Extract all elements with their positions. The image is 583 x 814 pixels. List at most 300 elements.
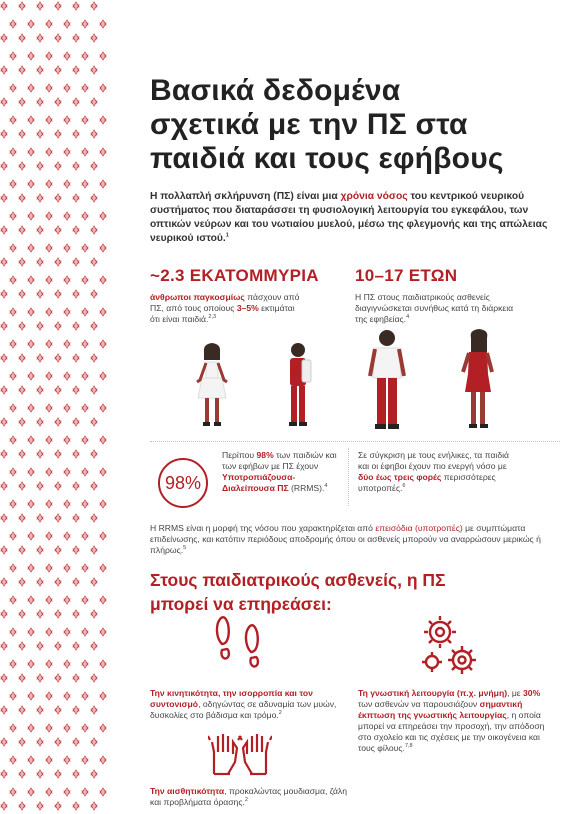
pattern-mark: [1, 66, 7, 74]
pattern-mark: [37, 802, 43, 810]
pattern-mark: [10, 340, 16, 348]
pattern-mark: [91, 258, 97, 266]
pattern-mark: [19, 450, 25, 458]
girl-figure: [188, 340, 236, 430]
pattern-mark: [37, 450, 43, 458]
pattern-mark: [55, 514, 61, 522]
pattern-mark: [64, 276, 70, 284]
pattern-mark: [1, 674, 7, 682]
divider: [150, 441, 560, 442]
pattern-mark: [91, 162, 97, 170]
pattern-mark: [82, 596, 88, 604]
pattern-mark: [10, 404, 16, 412]
pattern-mark: [82, 564, 88, 572]
pattern-mark: [73, 418, 79, 426]
pattern-mark: [64, 148, 70, 156]
pattern-mark: [64, 212, 70, 220]
pattern-mark: [10, 308, 16, 316]
pattern-mark: [37, 98, 43, 106]
pattern-mark: [55, 258, 61, 266]
pattern-mark: [28, 52, 34, 60]
pattern-mark: [73, 738, 79, 746]
pattern-mark: [73, 322, 79, 330]
pattern-mark: [19, 802, 25, 810]
pattern-mark: [91, 706, 97, 714]
pattern-mark: [46, 148, 52, 156]
pattern-mark: [1, 802, 7, 810]
pattern-mark: [100, 468, 106, 476]
pattern-mark: [64, 404, 70, 412]
pattern-mark: [10, 564, 16, 572]
pattern-mark: [73, 610, 79, 618]
pattern-mark: [46, 52, 52, 60]
pattern-mark: [37, 130, 43, 138]
pattern-mark: [10, 276, 16, 284]
stat-age: 10–17 ΕΤΩΝ: [355, 266, 458, 285]
pattern-mark: [55, 386, 61, 394]
pattern-mark: [46, 468, 52, 476]
pattern-mark: [82, 372, 88, 380]
pattern-mark: [73, 194, 79, 202]
pattern-mark: [46, 628, 52, 636]
pattern-mark: [55, 450, 61, 458]
pattern-mark: [82, 692, 88, 700]
footprints-icon: [212, 612, 268, 676]
pattern-mark: [100, 500, 106, 508]
pattern-mark: [64, 500, 70, 508]
pattern-mark: [46, 532, 52, 540]
pattern-mark: [19, 322, 25, 330]
pattern-mark: [10, 532, 16, 540]
pattern-mark: [1, 258, 7, 266]
stat-millions-text: άνθρωποι παγκοσμίως πάσχουν από ΠΣ, από τους οποίους 3–5% εκτιμάται ότι είναι παιδιά.$^{2,3}$: [150, 292, 300, 324]
pattern-mark: [46, 180, 52, 188]
section-heading: Στους παιδιατρικούς ασθενείς, η ΠΣ μπορεί να επηρεάσει:: [150, 570, 446, 614]
pattern-mark: [19, 770, 25, 778]
pattern-mark: [100, 116, 106, 124]
pattern-mark: [73, 290, 79, 298]
pattern-mark: [28, 308, 34, 316]
pattern-mark: [73, 482, 79, 490]
pattern-mark: [82, 116, 88, 124]
pattern-mark: [1, 386, 7, 394]
pattern-mark: [55, 482, 61, 490]
pattern-mark: [100, 660, 106, 668]
pattern-mark: [1, 162, 7, 170]
pattern-mark: [28, 596, 34, 604]
pattern-mark: [37, 578, 43, 586]
pattern-mark: [19, 546, 25, 554]
pattern-mark: [64, 564, 70, 572]
pattern-mark: [73, 802, 79, 810]
vertical-divider: [348, 448, 350, 506]
pattern-mark: [64, 84, 70, 92]
pattern-mark: [1, 322, 7, 330]
pattern-mark: [10, 52, 16, 60]
pattern-mark: [10, 628, 16, 636]
pattern-mark: [91, 674, 97, 682]
pattern-mark: [19, 130, 25, 138]
pattern-mark: [91, 418, 97, 426]
pattern-mark: [28, 500, 34, 508]
pattern-mark: [73, 386, 79, 394]
pattern-mark: [28, 436, 34, 444]
pattern-mark: [91, 450, 97, 458]
pattern-mark: [73, 514, 79, 522]
pattern-mark: [1, 418, 7, 426]
pattern-mark: [100, 52, 106, 60]
pattern-mark: [28, 756, 34, 764]
pattern-mark: [46, 20, 52, 28]
pattern-mark: [73, 642, 79, 650]
pattern-mark: [37, 34, 43, 42]
pattern-mark: [37, 258, 43, 266]
pattern-mark: [100, 84, 106, 92]
pattern-mark: [1, 706, 7, 714]
pattern-mark: [82, 532, 88, 540]
pattern-mark: [55, 162, 61, 170]
pattern-mark: [100, 276, 106, 284]
pattern-mark: [91, 194, 97, 202]
pattern-mark: [100, 788, 106, 796]
pattern-mark: [73, 706, 79, 714]
pattern-mark: [73, 546, 79, 554]
pattern-mark: [100, 212, 106, 220]
pattern-mark: [64, 116, 70, 124]
pattern-mark: [37, 66, 43, 74]
pattern-mark: [37, 418, 43, 426]
pattern-mark: [10, 692, 16, 700]
pattern-mark: [82, 20, 88, 28]
pattern-mark: [91, 802, 97, 810]
pattern-mark: [10, 468, 16, 476]
pattern-mark: [55, 546, 61, 554]
pattern-mark: [10, 372, 16, 380]
pattern-mark: [100, 436, 106, 444]
percent-circle: 98%: [158, 458, 208, 508]
pattern-mark: [55, 34, 61, 42]
pattern-mark: [91, 66, 97, 74]
pattern-mark: [64, 788, 70, 796]
pattern-mark: [73, 98, 79, 106]
pattern-mark: [1, 354, 7, 362]
pattern-mark: [37, 386, 43, 394]
pattern-mark: [46, 596, 52, 604]
pattern-mark: [46, 724, 52, 732]
pattern-mark: [19, 578, 25, 586]
pattern-mark: [82, 788, 88, 796]
pattern-mark: [91, 546, 97, 554]
pattern-mark: [55, 322, 61, 330]
pattern-mark: [46, 276, 52, 284]
pattern-mark: [73, 578, 79, 586]
pattern-mark: [19, 98, 25, 106]
pattern-mark: [91, 482, 97, 490]
pattern-mark: [46, 244, 52, 252]
pattern-mark: [100, 756, 106, 764]
pattern-mark: [1, 194, 7, 202]
pattern-mark: [10, 84, 16, 92]
pattern-mark: [55, 738, 61, 746]
pattern-mark: [100, 404, 106, 412]
pattern-mark: [28, 84, 34, 92]
pattern-mark: [19, 290, 25, 298]
pattern-mark: [91, 642, 97, 650]
pattern-mark: [82, 148, 88, 156]
teen-boy-figure: [367, 328, 407, 432]
pattern-mark: [37, 2, 43, 10]
pattern-mark: [82, 500, 88, 508]
pattern-mark: [64, 756, 70, 764]
pattern-mark: [91, 322, 97, 330]
pattern-mark: [37, 514, 43, 522]
pattern-mark: [28, 532, 34, 540]
pattern-mark: [55, 418, 61, 426]
pattern-mark: [28, 692, 34, 700]
pattern-mark: [91, 354, 97, 362]
pattern-mark: [1, 226, 7, 234]
pattern-mark: [28, 116, 34, 124]
pattern-mark: [100, 180, 106, 188]
pattern-mark: [91, 610, 97, 618]
pattern-mark: [1, 514, 7, 522]
pattern-mark: [10, 20, 16, 28]
pattern-mark: [46, 372, 52, 380]
pattern-mark: [82, 308, 88, 316]
pattern-mark: [46, 116, 52, 124]
pattern-mark: [46, 212, 52, 220]
pattern-mark: [82, 212, 88, 220]
pattern-mark: [73, 2, 79, 10]
pattern-mark: [91, 290, 97, 298]
pattern-mark: [73, 162, 79, 170]
pattern-mark: [91, 2, 97, 10]
pattern-mark: [91, 770, 97, 778]
pattern-mark: [37, 674, 43, 682]
pattern-mark: [28, 788, 34, 796]
intro-paragraph: Η πολλαπλή σκλήρυνση (ΠΣ) είναι μια χρόνια νόσος του κεντρικού νευρικού συστήματος που διαταράσσει τη φυσιολογική λειτουργία του εγκεφάλου, των οπτικών νεύρων και του νωτιαίου μυελού, μέσω της φλεγμονής και της απώλειας νευρικού ιστού.$^1$: [150, 191, 548, 244]
pattern-mark: [10, 148, 16, 156]
pattern-mark: [55, 98, 61, 106]
pattern-mark: [73, 226, 79, 234]
pattern-decoration: [0, 0, 110, 814]
pattern-mark: [55, 706, 61, 714]
rrms-note: Η RRMS είναι η μορφή της νόσου που χαρακτηρίζεται από επεισόδια (υποτροπές) με συμπτώματα επιδείνωσης, και κατόπιν περιόδους αποδρομής όπου οι ασθενείς μπορούν να αναρρώσουν μερικώς ή πλήρως.$^5$: [150, 523, 541, 555]
pattern-mark: [28, 20, 34, 28]
pattern-mark: [82, 276, 88, 284]
pattern-mark: [64, 660, 70, 668]
rrms-text: Περίπου 98% των παιδιών και των εφήβων με ΠΣ έχουν Υποτροπιάζουσα-Διαλείπουσα ΠΣ (RRMS).$^4$: [222, 450, 337, 493]
pattern-mark: [19, 354, 25, 362]
pattern-mark: [100, 148, 106, 156]
pattern-mark: [1, 34, 7, 42]
pattern-mark: [37, 770, 43, 778]
pattern-mark: [82, 244, 88, 252]
pattern-mark: [37, 162, 43, 170]
teen-girl-figure: [457, 328, 497, 432]
pattern-mark: [37, 354, 43, 362]
pattern-mark: [64, 244, 70, 252]
pattern-mark: [37, 226, 43, 234]
pattern-mark: [64, 596, 70, 604]
pattern-mark: [91, 130, 97, 138]
pattern-mark: [64, 340, 70, 348]
pattern-mark: [19, 226, 25, 234]
pattern-mark: [82, 756, 88, 764]
pattern-mark: [64, 468, 70, 476]
pattern-mark: [1, 98, 7, 106]
pattern-mark: [28, 340, 34, 348]
pattern-mark: [100, 372, 106, 380]
pattern-mark: [55, 770, 61, 778]
pattern-mark: [64, 628, 70, 636]
pattern-mark: [10, 660, 16, 668]
pattern-mark: [46, 564, 52, 572]
pattern-mark: [37, 546, 43, 554]
pattern-mark: [28, 404, 34, 412]
pattern-mark: [1, 546, 7, 554]
pattern-mark: [19, 66, 25, 74]
pattern-mark: [28, 244, 34, 252]
pattern-mark: [64, 52, 70, 60]
pattern-mark: [91, 226, 97, 234]
pattern-mark: [19, 706, 25, 714]
pattern-mark: [19, 418, 25, 426]
pattern-mark: [28, 180, 34, 188]
pattern-mark: [19, 386, 25, 394]
pattern-mark: [19, 482, 25, 490]
pattern-mark: [28, 724, 34, 732]
page-title: Βασικά δεδομένα σχετικά με την ΠΣ στα παιδιά και τους εφήβους: [150, 74, 504, 175]
pattern-mark: [10, 436, 16, 444]
pattern-mark: [100, 724, 106, 732]
pattern-mark: [37, 738, 43, 746]
pattern-mark: [10, 788, 16, 796]
pattern-mark: [55, 674, 61, 682]
pattern-mark: [82, 52, 88, 60]
pattern-mark: [46, 500, 52, 508]
pattern-mark: [64, 436, 70, 444]
pattern-mark: [100, 564, 106, 572]
pattern-mark: [55, 130, 61, 138]
pattern-mark: [100, 20, 106, 28]
pattern-mark: [19, 194, 25, 202]
pattern-mark: [82, 628, 88, 636]
pattern-mark: [91, 98, 97, 106]
pattern-mark: [37, 706, 43, 714]
pattern-mark: [28, 148, 34, 156]
pattern-mark: [46, 756, 52, 764]
pattern-mark: [73, 258, 79, 266]
pattern-mark: [82, 84, 88, 92]
pattern-mark: [19, 162, 25, 170]
stat-age-text: Η ΠΣ στους παιδιατρικούς ασθενείς διαγιγνώσκεται συνήθως κατά τη διάρκεια της εφηβείας.$^4$: [355, 292, 514, 324]
pattern-mark: [37, 610, 43, 618]
pattern-mark: [28, 564, 34, 572]
pattern-mark: [19, 2, 25, 10]
pattern-mark: [46, 308, 52, 316]
pattern-mark: [46, 84, 52, 92]
pattern-mark: [37, 290, 43, 298]
pattern-mark: [19, 514, 25, 522]
pattern-mark: [91, 514, 97, 522]
pattern-mark: [73, 354, 79, 362]
pattern-mark: [10, 180, 16, 188]
cognition-text: Τη γνωστική λειτουργία (π.χ. μνήμη), με 30% των ασθενών να παρουσιάζουν σημαντική έκπτωση της γνωστικής λειτουργίας, η οποία μπορεί να επηρεάσει την προσοχή, την απόδοση στο σχολείο και τις σχέσεις με την οικογένεια και τους φίλους.$^{7,8}$: [358, 688, 545, 753]
pattern-mark: [82, 468, 88, 476]
pattern-mark: [46, 788, 52, 796]
pattern-mark: [10, 116, 16, 124]
pattern-mark: [28, 212, 34, 220]
pattern-mark: [37, 322, 43, 330]
pattern-mark: [19, 642, 25, 650]
pattern-mark: [19, 738, 25, 746]
pattern-mark: [1, 738, 7, 746]
hands-icon: [208, 730, 272, 778]
pattern-mark: [100, 596, 106, 604]
pattern-mark: [46, 692, 52, 700]
pattern-mark: [46, 660, 52, 668]
pattern-mark: [100, 532, 106, 540]
pattern-mark: [82, 660, 88, 668]
pattern-mark: [73, 34, 79, 42]
pattern-mark: [64, 692, 70, 700]
pattern-mark: [82, 340, 88, 348]
pattern-mark: [73, 450, 79, 458]
pattern-mark: [64, 532, 70, 540]
pattern-mark: [82, 724, 88, 732]
pattern-mark: [1, 290, 7, 298]
pattern-mark: [100, 244, 106, 252]
pattern-mark: [64, 20, 70, 28]
stat-millions: ~2.3 ΕΚΑΤΟΜΜΥΡΙΑ: [150, 266, 319, 285]
pattern-mark: [1, 2, 7, 10]
sensation-text: Την αισθητικότητα, προκαλώντας μουδιασμα, ζάλη και προβλήματα όρασης.$^2$: [150, 786, 348, 807]
pattern-mark: [46, 404, 52, 412]
pattern-mark: [64, 724, 70, 732]
boy-figure: [282, 340, 316, 430]
pattern-mark: [100, 340, 106, 348]
pattern-mark: [10, 244, 16, 252]
pattern-mark: [82, 436, 88, 444]
pattern-mark: [73, 66, 79, 74]
pattern-mark: [91, 578, 97, 586]
pattern-mark: [55, 2, 61, 10]
pattern-mark: [28, 660, 34, 668]
pattern-mark: [91, 738, 97, 746]
pattern-mark: [91, 34, 97, 42]
pattern-mark: [1, 642, 7, 650]
pattern-mark: [55, 194, 61, 202]
pattern-mark: [55, 226, 61, 234]
pattern-mark: [28, 372, 34, 380]
pattern-mark: [1, 482, 7, 490]
pattern-mark: [1, 130, 7, 138]
relapse-text: Σε σύγκριση με τους ενήλικες, τα παιδιά και οι έφηβοι έχουν πιο ενεργή νόσο με δύο έως τρεις φορές περισσότερες υποτροπές.$^6$: [358, 450, 509, 493]
pattern-mark: [46, 436, 52, 444]
pattern-mark: [28, 276, 34, 284]
pattern-mark: [55, 642, 61, 650]
gears-icon: [418, 612, 480, 680]
pattern-mark: [73, 770, 79, 778]
pattern-mark: [1, 450, 7, 458]
pattern-mark: [82, 180, 88, 188]
pattern-mark: [19, 674, 25, 682]
pattern-mark: [37, 194, 43, 202]
pattern-mark: [55, 802, 61, 810]
pattern-mark: [28, 468, 34, 476]
pattern-mark: [55, 354, 61, 362]
